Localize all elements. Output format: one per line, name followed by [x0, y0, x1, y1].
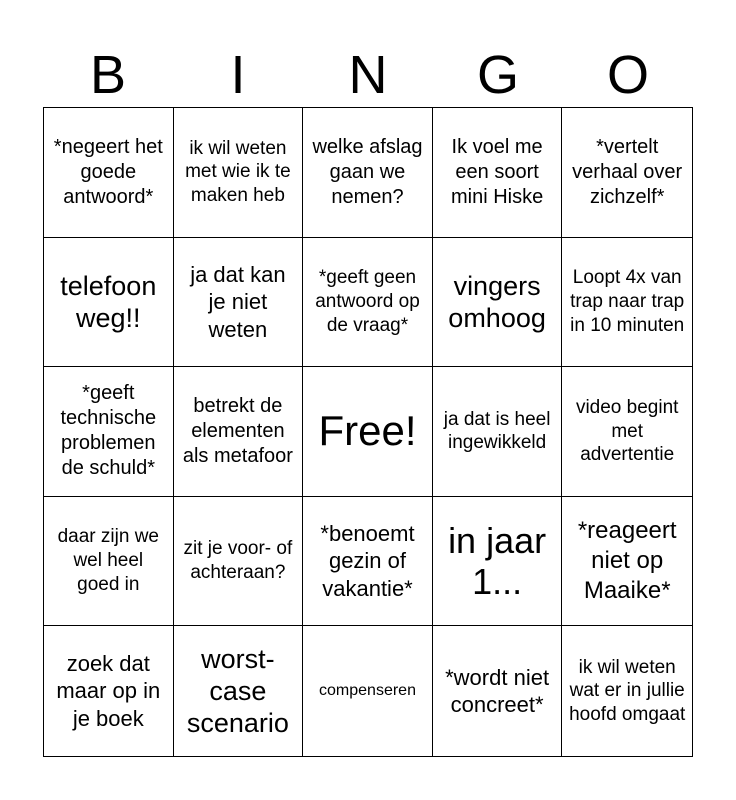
bingo-cell[interactable]: ik wil weten met wie ik te maken heb	[174, 108, 304, 238]
header-letter-o: O	[606, 45, 649, 105]
bingo-cell[interactable]: telefoon weg!!	[44, 238, 174, 368]
bingo-cell[interactable]: *negeert het goede antwoord*	[44, 108, 174, 238]
bingo-cell[interactable]: ja dat kan je niet weten	[174, 238, 304, 368]
bingo-grid	[43, 107, 693, 757]
bingo-cell[interactable]: worst-case scenario	[174, 626, 304, 756]
bingo-cell[interactable]: zoek dat maar op in je boek	[44, 626, 174, 756]
bingo-cell[interactable]: daar zijn we wel heel goed in	[44, 497, 174, 627]
bingo-cell[interactable]: *geeft geen antwoord op de vraag*	[303, 238, 433, 368]
bingo-cell[interactable]: in jaar 1...	[433, 497, 563, 627]
bingo-cell[interactable]: vingers omhoog	[433, 238, 563, 368]
header-letter-i: I	[230, 45, 246, 105]
bingo-cell[interactable]: video begint met advertentie	[562, 367, 692, 497]
header-letter-b: B	[89, 45, 127, 105]
bingo-cell[interactable]: compenseren	[303, 626, 433, 756]
bingo-cell[interactable]: Ik voel me een soort mini Hiske	[433, 108, 563, 238]
bingo-cell[interactable]: *geeft technische problemen de schuld*	[44, 367, 174, 497]
bingo-cell[interactable]: betrekt de elementen als metafoor	[174, 367, 304, 497]
free-cell[interactable]: Free!	[303, 367, 433, 497]
bingo-cell[interactable]: *reageert niet op Maaike*	[562, 497, 692, 627]
bingo-header	[43, 44, 693, 106]
bingo-cell[interactable]: ja dat is heel ingewikkeld	[433, 367, 563, 497]
bingo-cell[interactable]: Loopt 4x van trap naar trap in 10 minuten	[562, 238, 692, 368]
bingo-cell[interactable]: ik wil weten wat er in jullie hoofd omgaat	[569, 656, 686, 726]
bingo-cell[interactable]: *wordt niet concreet*	[433, 626, 563, 756]
header-letter-n: N	[348, 45, 388, 105]
bingo-cell[interactable]: zit je voor- of achteraan?	[174, 497, 304, 627]
bingo-cell[interactable]: welke afslag gaan we nemen?	[303, 108, 433, 238]
header-letter-g: G	[476, 45, 519, 105]
bingo-cell[interactable]: *vertelt verhaal over zichzelf*	[562, 108, 692, 238]
bingo-cell[interactable]: *benoemt gezin of vakantie*	[303, 497, 433, 627]
